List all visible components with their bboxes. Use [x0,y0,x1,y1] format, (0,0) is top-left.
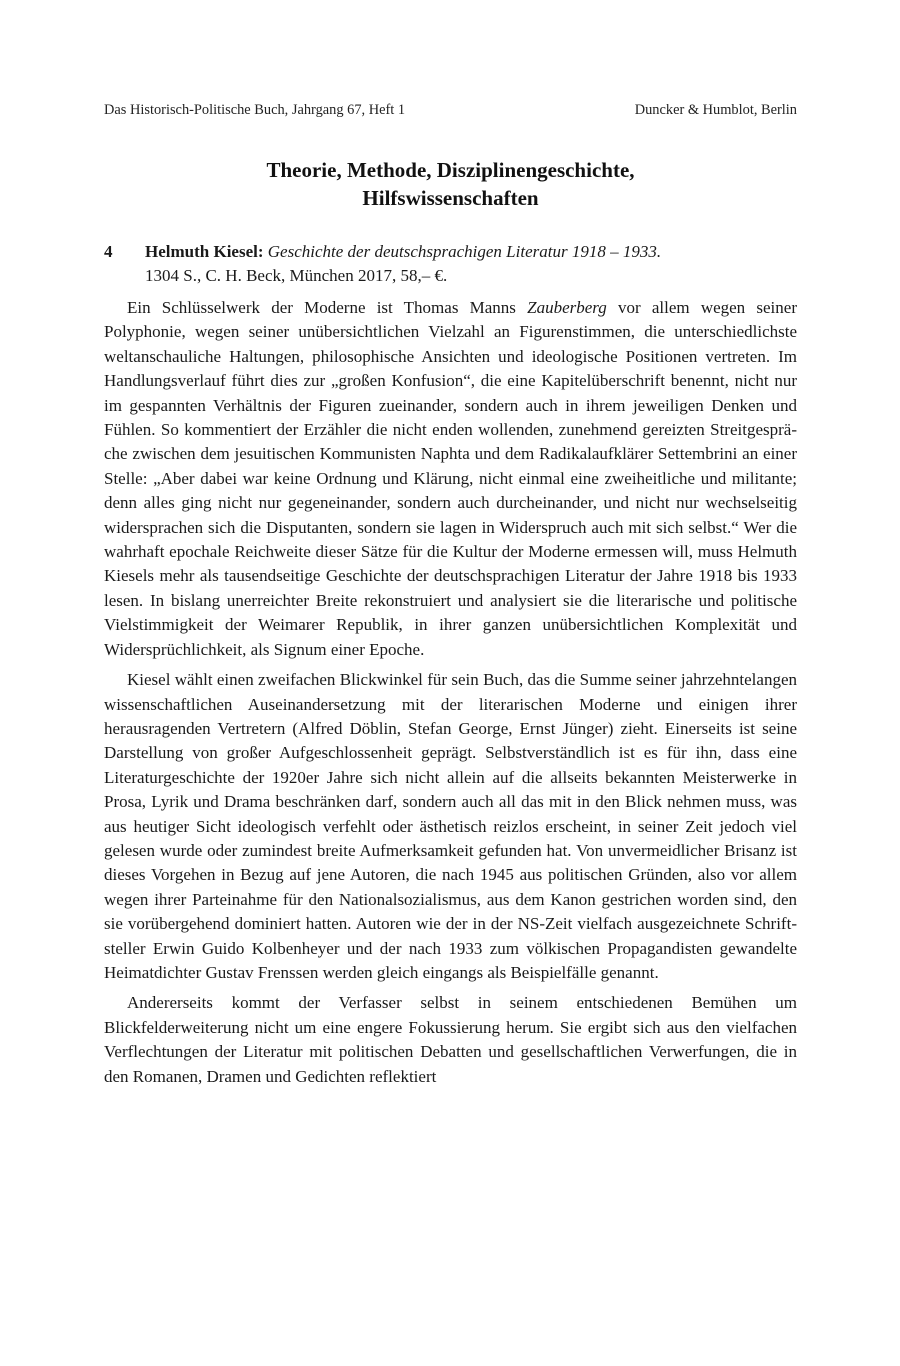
section-title-line-2: Hilfswissenschaften [362,186,539,210]
work-title-zauberberg: Zauberberg [527,298,607,317]
review-publication-details: 1304 S., C. H. Beck, München 2017, 58,– €. [145,266,448,286]
journal-info: Das Historisch-Politische Buch, Jahrgang 67, Heft 1 [104,102,406,118]
review-citation [104,240,797,289]
paragraph-1-start: Ein Schlüsselwerk der Moderne ist Thomas Manns [127,298,528,317]
section-title-line-1: Theorie, Methode, Disziplinengeschichte, [266,158,635,182]
paragraph-1-rest: vor allem wegen seiner Polyphonie, wegen seiner unübersichtlichen Vielzahl an Figurenstimmen, die unterschiedlichste weltanschauliche Haltungen, philosophische Ansichten und ideologische Positionen vertreten. Im Handlungsverlauf führt dies zur „großen Konfusion“, die eine Kapitelüberschrift benennt, nicht nur im gespannten Verhältnis der Figuren zueinander, sondern auch in ihrem jeweiligen Denken und Fühlen. So kommentiert der Erzähler die nicht enden wollenden, zunehmend gereizten Streitgespräche zwischen dem jesuitischen Kommunisten Naphta und dem Radikalaufklärer Settembrini an einer Stelle: „Aber dabei war keine Ordnung und Klärung, nicht einmal eine zweiheitliche und militante; denn alles ging nicht nur gegeneinander, sondern auch durcheinander, und nicht nur wechselseitig widersprachen sich die Disputanten, sondern sie lagen in Widerspruch auch mit sich selbst.“ Wer die wahrhaft epochale Reichweite dieser Sätze für die Kultur der Moderne ermessen will, muss Helmuth Kiesels mehr als tausendseitige Geschichte der deutschsprachigen Literatur der Jahre 1918 bis 1933 lesen. In bislang unerreichter Breite rekonstruiert und analysiert sie die literarische und politische Vielstimmigkeit der Weimarer Republik, in ihrer ganzen unübersichtlichen Komplexität und Widersprüchlichkeit, als Signum einer Epoche. [104,298,797,659]
review-citation-text [145,240,797,289]
review-book-title: Geschichte der deutschsprachigen Literatur 1918 – 1933. [267,242,662,261]
review-number: 4 [104,242,113,261]
publisher-info: Duncker & Humblot, Berlin [634,102,797,118]
section-title [104,156,797,212]
review-author: Helmuth Kiesel: [145,242,264,261]
paragraph-1 [104,296,797,662]
paragraph-3: Andererseits kommt der Verfasser selbst in seinem entschiedenen Bemühen um Blickfelderweiterung nicht um eine engere Fokussierung herum. Sie ergibt sich aus den vielfachen Verflechtungen der Literatur mit politischen Debatten und gesellschaftlichen Verwerfungen, die in den Romanen, Dramen und Gedichten reflektiert [104,993,797,1086]
running-header [104,101,797,119]
paragraph-2: Kiesel wählt einen zweifachen Blickwinkel für sein Buch, das die Summe seiner jahrzehntelangen wissenschaftlichen Auseinandersetzung mit der literarischen Moderne und einigen ihrer herausragenden Vertretern (Alfred Döblin, Stefan George, Ernst Jünger) zieht. Einerseits ist seine Darstellung von großer Aufgeschlossenheit geprägt. Selbstverständlich ist es für ihn, dass eine Literaturgeschichte der 1920er Jahre sich nicht allein auf die allseits bekannten Meisterwerke in Prosa, Lyrik und Drama beschränken darf, sondern auch all das mit in den Blick nehmen muss, was aus heutiger Sicht ideologisch verfehlt oder ästhetisch reizlos erscheint, in seiner Zeit jedoch viel gelesen wurde oder zumindest breite Aufmerksamkeit gefunden hat. Von unvermeidlicher Brisanz ist dieses Vorgehen in Bezug auf jene Autoren, die nach 1945 aus politischen Gründen, also vor allem wegen ihrer Parteinahme für den Nationalsozialismus, aus dem Kanon gestrichen worden sind, den sie vorübergehend dominiert hatten. Autoren wie der in der NS-Zeit vielfach ausgezeichnete Schriftsteller Erwin Guido Kolbenheyer und der nach 1933 zum völkischen Propagandisten gewandelte Heimatdichter Gustav Frenssen werden gleich eingangs als Beispielfälle genannt. [104,670,797,982]
review-body [104,296,797,1095]
